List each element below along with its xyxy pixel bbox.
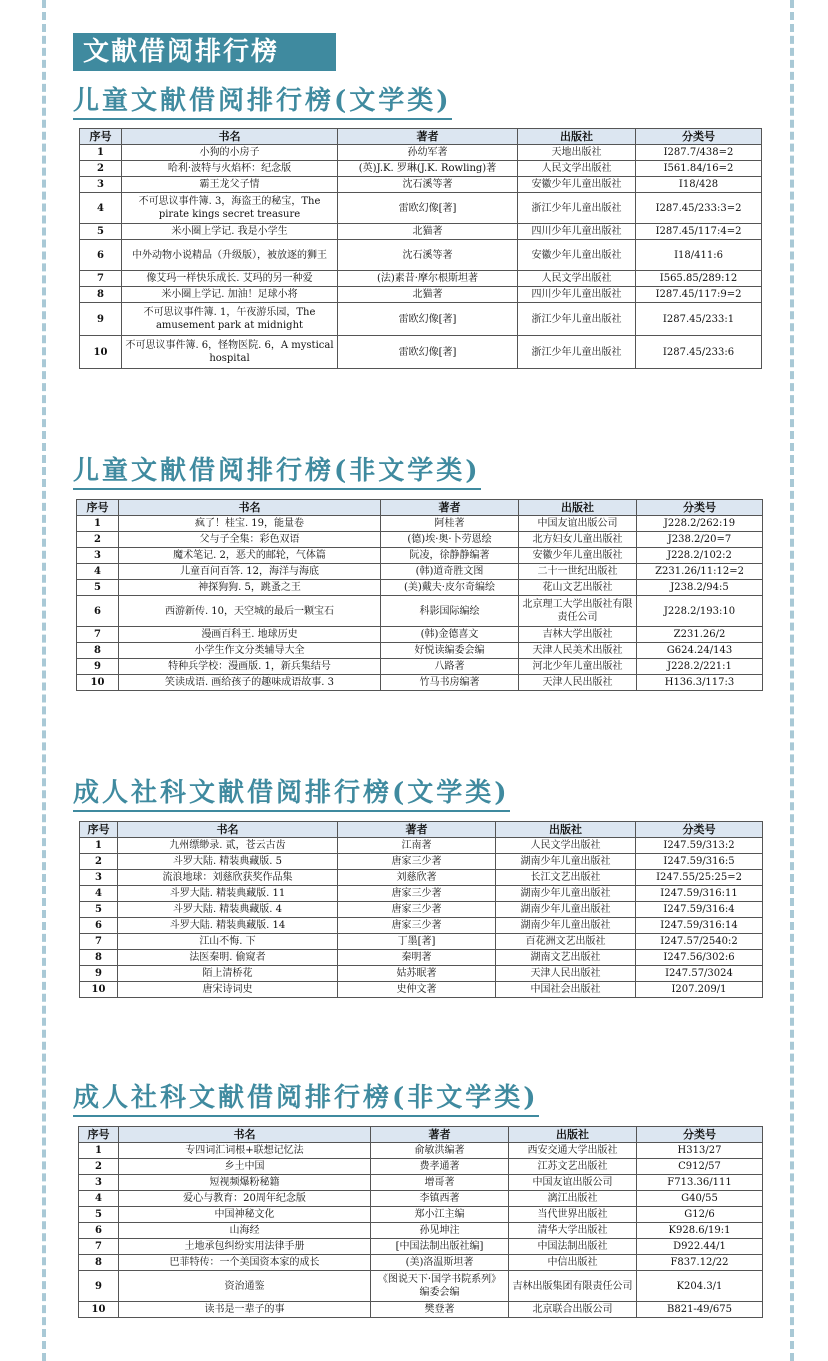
cell-rank: 9 [79,1271,119,1302]
cell-rank: 3 [80,870,118,886]
cell-author: 沈石溪等著 [338,177,518,193]
cell-rank: 9 [80,966,118,982]
cell-call-no: J228.2/102:2 [637,548,763,564]
cell-publisher: 中信出版社 [509,1255,637,1271]
cell-rank: 1 [80,145,122,161]
column-header-call-no: 分类号 [637,500,763,516]
cell-publisher: 百花洲文艺出版社 [496,934,636,950]
cell-call-no: I565.85/289:12 [636,271,762,287]
cell-title: 资治通鉴 [119,1271,371,1302]
cell-rank: 1 [80,838,118,854]
cell-call-no: G12/6 [637,1207,763,1223]
cell-title: 米小圈上学记. 我是小学生 [122,224,338,240]
cell-author: (美)戴夫·皮尔奇编绘 [381,580,519,596]
table-header-row [80,822,763,838]
cell-publisher: 浙江少年儿童出版社 [518,336,636,369]
cell-rank: 8 [77,643,119,659]
cell-rank: 9 [80,303,122,336]
cell-call-no: K204.3/1 [637,1271,763,1302]
section-title-adult-nonliterature: 成人社科文献借阅排行榜(非文学类) [73,1083,539,1117]
cell-call-no: J238.2/94:5 [637,580,763,596]
cell-rank: 2 [79,1159,119,1175]
cell-publisher: 人民文学出版社 [496,838,636,854]
cell-publisher: 中国法制出版社 [509,1239,637,1255]
cell-author: 八路著 [381,659,519,675]
column-header-author: 著者 [338,822,496,838]
cell-publisher: 安徽少年儿童出版社 [518,240,636,271]
cell-title: 土地承包纠纷实用法律手册 [119,1239,371,1255]
cell-rank: 7 [80,271,122,287]
cell-title: 疯了！桂宝. 19，能量卷 [119,516,381,532]
cell-publisher: 长江文艺出版社 [496,870,636,886]
table-row [80,902,763,918]
cell-title: 不可思议事件簿. 3，海盗王的秘宝，The pirate kings secret treasure [122,193,338,224]
right-dashed-border [790,0,794,1361]
cell-call-no: I247.59/316:14 [636,918,763,934]
cell-rank: 5 [80,224,122,240]
cell-author: 唐家三少著 [338,902,496,918]
cell-title: 中外动物小说精品（升级版），被放逐的狮王 [122,240,338,271]
cell-publisher: 中国社会出版社 [496,982,636,998]
cell-publisher: 浙江少年儿童出版社 [518,193,636,224]
cell-title: 山海经 [119,1223,371,1239]
column-header-call-no: 分类号 [637,1127,763,1143]
cell-call-no: I18/428 [636,177,762,193]
cell-call-no: I247.59/316:5 [636,854,763,870]
table-row [79,1239,763,1255]
cell-author: 科影国际编绘 [381,596,519,627]
cell-call-no: I287.45/117:4=2 [636,224,762,240]
cell-title: 斗罗大陆. 精装典藏版. 4 [118,902,338,918]
cell-author: 唐家三少著 [338,886,496,902]
cell-author: 孙见坤注 [371,1223,509,1239]
cell-call-no: G40/55 [637,1191,763,1207]
cell-call-no: I287.45/117:9=2 [636,287,762,303]
cell-author: 雷欧幻像[著] [338,193,518,224]
cell-publisher: 中国友谊出版公司 [509,1175,637,1191]
cell-rank: 10 [80,982,118,998]
table-row [80,177,762,193]
cell-author: 费孝通著 [371,1159,509,1175]
cell-publisher: 吉林大学出版社 [519,627,637,643]
cell-title: 神探狗狗. 5，跳蚤之王 [119,580,381,596]
cell-call-no: I287.45/233:3=2 [636,193,762,224]
cell-title: 斗罗大陆. 精装典藏版. 5 [118,854,338,870]
table-adult-nonliterature [78,1126,763,1318]
cell-call-no: I287.7/438=2 [636,145,762,161]
cell-author: 李镇西著 [371,1191,509,1207]
cell-publisher: 中国友谊出版公司 [519,516,637,532]
cell-title: 读书是一辈子的事 [119,1302,371,1318]
cell-call-no: D922.44/1 [637,1239,763,1255]
cell-call-no: I18/411:6 [636,240,762,271]
cell-author: (韩)道奇胜文图 [381,564,519,580]
cell-title: 西游新传. 10，天空城的最后一颗宝石 [119,596,381,627]
cell-author: (英)J.K. 罗琳(J.K. Rowling)著 [338,161,518,177]
table-row [77,627,763,643]
cell-rank: 3 [79,1175,119,1191]
cell-rank: 10 [79,1302,119,1318]
cell-title: 唐宋诗词史 [118,982,338,998]
cell-author: (韩)金德喜文 [381,627,519,643]
cell-publisher: 当代世界出版社 [509,1207,637,1223]
cell-title: 儿童百问百答. 12，海洋与海底 [119,564,381,580]
column-header-rank: 序号 [80,822,118,838]
cell-publisher: 漓江出版社 [509,1191,637,1207]
cell-author: 丁墨[著] [338,934,496,950]
column-header-rank: 序号 [80,129,122,145]
cell-call-no: I247.59/316:4 [636,902,763,918]
cell-title: 小学生作文分类辅导大全 [119,643,381,659]
table-header-row [79,1127,763,1143]
cell-rank: 5 [79,1207,119,1223]
table-row [80,193,762,224]
column-header-title: 书名 [118,822,338,838]
table-row [80,224,762,240]
table-row [80,982,763,998]
cell-rank: 6 [80,918,118,934]
column-header-publisher: 出版社 [518,129,636,145]
table-row [80,303,762,336]
cell-author: 刘慈欣著 [338,870,496,886]
cell-rank: 4 [80,886,118,902]
cell-author: 《图说天下·国学书院系列》编委会编 [371,1271,509,1302]
cell-author: 雷欧幻像[著] [338,303,518,336]
section-title-adult-literature: 成人社科文献借阅排行榜(文学类) [73,778,510,812]
table-row [77,516,763,532]
cell-call-no: I207.209/1 [636,982,763,998]
table-row [80,161,762,177]
cell-publisher: 人民文学出版社 [518,161,636,177]
cell-author: 好悦读编委会编 [381,643,519,659]
cell-call-no: I247.57/3024 [636,966,763,982]
cell-title: 中国神秘文化 [119,1207,371,1223]
cell-publisher: 北京理工大学出版社有限责任公司 [519,596,637,627]
cell-title: 乡土中国 [119,1159,371,1175]
cell-call-no: I287.45/233:1 [636,303,762,336]
table-row [77,596,763,627]
cell-author: [中国法制出版社编] [371,1239,509,1255]
cell-author: (德)埃·奥·卜劳恩绘 [381,532,519,548]
column-header-rank: 序号 [79,1127,119,1143]
table-row [80,854,763,870]
cell-author: 孙幼军著 [338,145,518,161]
cell-rank: 8 [80,287,122,303]
cell-rank: 10 [77,675,119,691]
cell-author: 江南著 [338,838,496,854]
cell-publisher: 天津人民出版社 [496,966,636,982]
cell-rank: 6 [80,240,122,271]
cell-rank: 4 [77,564,119,580]
cell-publisher: 天津人民美术出版社 [519,643,637,659]
table-row [79,1207,763,1223]
cell-rank: 6 [77,596,119,627]
cell-publisher: 人民文学出版社 [518,271,636,287]
table-row [79,1191,763,1207]
cell-publisher: 湖南少年儿童出版社 [496,902,636,918]
cell-call-no: I247.59/316:11 [636,886,763,902]
cell-title: 江山不悔. 下 [118,934,338,950]
cell-title: 斗罗大陆. 精装典藏版. 11 [118,886,338,902]
table-row [80,950,763,966]
table-row [80,271,762,287]
cell-publisher: 花山文艺出版社 [519,580,637,596]
cell-publisher: 二十一世纪出版社 [519,564,637,580]
cell-publisher: 北京联合出版公司 [509,1302,637,1318]
cell-rank: 5 [80,902,118,918]
cell-rank: 2 [80,161,122,177]
cell-call-no: J228.2/221:1 [637,659,763,675]
table-row [80,145,762,161]
column-header-title: 书名 [119,500,381,516]
cell-title: 魔术笔记. 2，恶犬的邮轮，气体篇 [119,548,381,564]
column-header-rank: 序号 [77,500,119,516]
table-row [77,532,763,548]
cell-call-no: H136.3/117:3 [637,675,763,691]
column-header-author: 著者 [338,129,518,145]
cell-title: 陌上清桥花 [118,966,338,982]
cell-author: 郑小江主编 [371,1207,509,1223]
cell-author: 阮凌，徐静静编著 [381,548,519,564]
cell-title: 斗罗大陆. 精装典藏版. 14 [118,918,338,934]
table-row [79,1223,763,1239]
cell-publisher: 湖南少年儿童出版社 [496,918,636,934]
cell-call-no: C912/57 [637,1159,763,1175]
cell-author: 阿桂著 [381,516,519,532]
cell-call-no: I247.57/2540:2 [636,934,763,950]
cell-author: (法)素昔·摩尔根斯坦著 [338,271,518,287]
cell-rank: 7 [79,1239,119,1255]
cell-rank: 1 [77,516,119,532]
cell-call-no: F713.36/111 [637,1175,763,1191]
cell-call-no: H313/27 [637,1143,763,1159]
cell-publisher: 湖南少年儿童出版社 [496,886,636,902]
column-header-author: 著者 [381,500,519,516]
cell-call-no: K928.6/19:1 [637,1223,763,1239]
table-row [80,918,763,934]
cell-publisher: 浙江少年儿童出版社 [518,303,636,336]
table-header-row [80,129,762,145]
table-row [80,336,762,369]
cell-rank: 2 [77,532,119,548]
table-children-nonliterature [76,499,763,691]
cell-call-no: J228.2/193:10 [637,596,763,627]
cell-author: 沈石溪等著 [338,240,518,271]
column-header-title: 书名 [119,1127,371,1143]
cell-publisher: 西安交通大学出版社 [509,1143,637,1159]
cell-publisher: 四川少年儿童出版社 [518,287,636,303]
table-row [77,580,763,596]
cell-rank: 9 [77,659,119,675]
cell-rank: 8 [79,1255,119,1271]
table-row [77,659,763,675]
table-row [79,1271,763,1302]
table-row [77,564,763,580]
cell-rank: 2 [80,854,118,870]
cell-rank: 1 [79,1143,119,1159]
cell-author: 樊登著 [371,1302,509,1318]
cell-call-no: J238.2/20=7 [637,532,763,548]
cell-title: 法医秦明. 偷窥者 [118,950,338,966]
cell-publisher: 吉林出版集团有限责任公司 [509,1271,637,1302]
table-children-literature [79,128,762,369]
table-row [80,934,763,950]
table-row [80,240,762,271]
cell-title: 米小圈上学记. 加油！足球小将 [122,287,338,303]
cell-call-no: I287.45/233:6 [636,336,762,369]
column-header-author: 著者 [371,1127,509,1143]
cell-rank: 8 [80,950,118,966]
cell-author: 北猫著 [338,224,518,240]
cell-publisher: 清华大学出版社 [509,1223,637,1239]
cell-call-no: F837.12/22 [637,1255,763,1271]
cell-publisher: 安徽少年儿童出版社 [518,177,636,193]
cell-call-no: I247.56/302:6 [636,950,763,966]
cell-publisher: 湖南文艺出版社 [496,950,636,966]
table-header-row [77,500,763,516]
cell-call-no: I247.55/25:25=2 [636,870,763,886]
column-header-call-no: 分类号 [636,822,763,838]
cell-rank: 5 [77,580,119,596]
cell-rank: 10 [80,336,122,369]
table-row [79,1143,763,1159]
section-title-children-nonliterature: 儿童文献借阅排行榜(非文学类) [73,456,481,490]
cell-author: (美)洛温斯坦著 [371,1255,509,1271]
cell-title: 父与子全集：彩色双语 [119,532,381,548]
cell-title: 像艾玛一样快乐成长. 艾玛的另一种爱 [122,271,338,287]
cell-author: 史仲文著 [338,982,496,998]
cell-author: 北猫著 [338,287,518,303]
cell-author: 唐家三少著 [338,918,496,934]
cell-call-no: G624.24/143 [637,643,763,659]
cell-rank: 4 [79,1191,119,1207]
section-title-children-literature: 儿童文献借阅排行榜(文学类) [73,86,452,120]
cell-publisher: 江苏文艺出版社 [509,1159,637,1175]
cell-author: 竹马书房编著 [381,675,519,691]
cell-title: 特种兵学校：漫画版. 1，新兵集结号 [119,659,381,675]
cell-call-no: Z231.26/11:12=2 [637,564,763,580]
cell-rank: 7 [80,934,118,950]
cell-title: 九州缥缈录. 贰，苍云古齿 [118,838,338,854]
cell-publisher: 安徽少年儿童出版社 [519,548,637,564]
cell-call-no: B821-49/675 [637,1302,763,1318]
cell-author: 雷欧幻像[著] [338,336,518,369]
table-row [79,1255,763,1271]
table-row [80,966,763,982]
cell-author: 唐家三少著 [338,854,496,870]
cell-title: 爱心与教育：20周年纪念版 [119,1191,371,1207]
table-row [80,838,763,854]
cell-title: 巴菲特传：一个美国资本家的成长 [119,1255,371,1271]
cell-author: 姑苏眠著 [338,966,496,982]
cell-title: 不可思议事件簿. 6，怪物医院. 6，A mystical hospital [122,336,338,369]
cell-rank: 6 [79,1223,119,1239]
cell-publisher: 天津人民出版社 [519,675,637,691]
cell-title: 霸王龙父子情 [122,177,338,193]
cell-call-no: J228.2/262:19 [637,516,763,532]
column-header-call-no: 分类号 [636,129,762,145]
page-banner: 文献借阅排行榜 [73,33,336,71]
table-row [77,675,763,691]
column-header-publisher: 出版社 [496,822,636,838]
cell-title: 笑读成语. 画给孩子的趣味成语故事. 3 [119,675,381,691]
cell-title: 漫画百科王. 地球历史 [119,627,381,643]
cell-author: 俞敏洪编著 [371,1143,509,1159]
cell-title: 流浪地球：刘慈欣获奖作品集 [118,870,338,886]
column-header-publisher: 出版社 [509,1127,637,1143]
cell-title: 不可思议事件簿. 1，午夜游乐园，The amusement park at midnight [122,303,338,336]
cell-author: 增哥著 [371,1175,509,1191]
cell-publisher: 天地出版社 [518,145,636,161]
table-row [77,643,763,659]
cell-rank: 4 [80,193,122,224]
cell-call-no: I247.59/313:2 [636,838,763,854]
table-row [80,870,763,886]
cell-call-no: I561.84/16=2 [636,161,762,177]
table-row [79,1175,763,1191]
column-header-title: 书名 [122,129,338,145]
cell-title: 短视频爆粉秘籍 [119,1175,371,1191]
cell-title: 专四词汇词根+联想记忆法 [119,1143,371,1159]
cell-publisher: 四川少年儿童出版社 [518,224,636,240]
cell-author: 秦明著 [338,950,496,966]
cell-publisher: 河北少年儿童出版社 [519,659,637,675]
cell-rank: 3 [77,548,119,564]
cell-publisher: 北方妇女儿童出版社 [519,532,637,548]
cell-publisher: 湖南少年儿童出版社 [496,854,636,870]
cell-rank: 7 [77,627,119,643]
table-row [80,886,763,902]
cell-title: 哈利·波特与火焰杯：纪念版 [122,161,338,177]
table-row [80,287,762,303]
cell-title: 小狗的小房子 [122,145,338,161]
cell-call-no: Z231.26/2 [637,627,763,643]
left-dashed-border [42,0,46,1361]
table-adult-literature [79,821,763,998]
cell-rank: 3 [80,177,122,193]
table-row [79,1159,763,1175]
column-header-publisher: 出版社 [519,500,637,516]
table-row [79,1302,763,1318]
table-row [77,548,763,564]
